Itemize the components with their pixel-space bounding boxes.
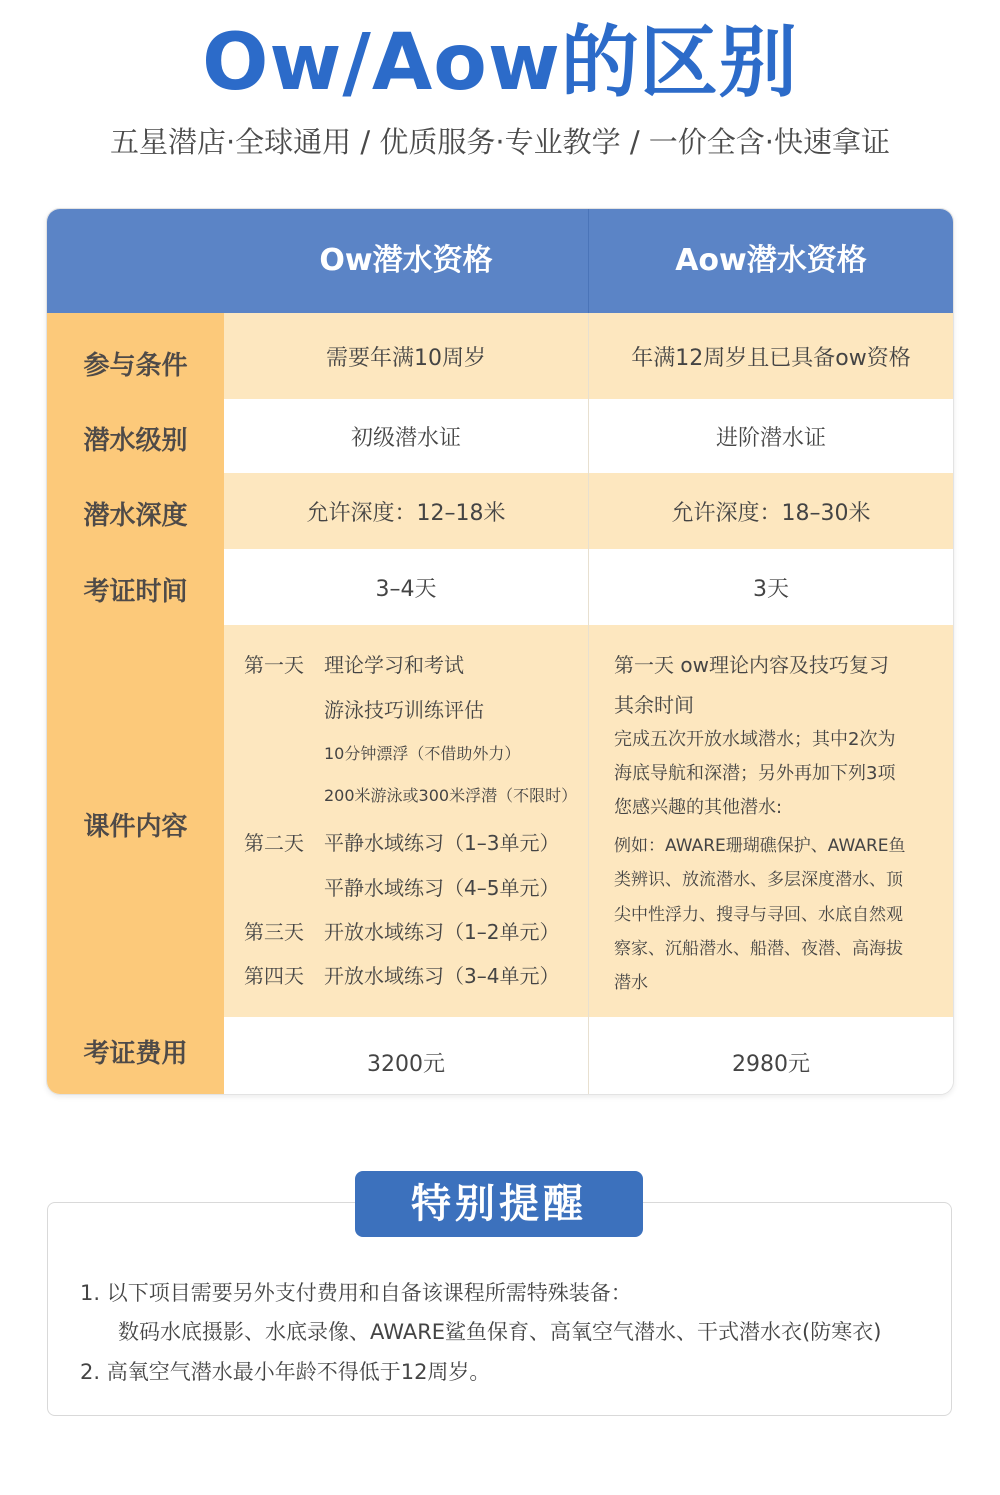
reminder-item-2: 2. 高氧空气潜水最小年龄不得低于12周岁。 bbox=[80, 1360, 491, 1384]
label-level: 潜水级别 bbox=[83, 426, 188, 456]
course-ow-day: 第四天 bbox=[244, 964, 304, 988]
label-depth: 潜水深度 bbox=[83, 501, 188, 531]
cell-ow-depth: 允许深度：12–18米 bbox=[306, 500, 506, 526]
course-ow-text: 200米游泳或300米浮潜（不限时） bbox=[324, 786, 578, 805]
reminder-item-1-detail: 数码水底摄影、水底录像、AWARE鲨鱼保育、高氧空气潜水、干式潜水衣(防寒衣) bbox=[118, 1320, 882, 1344]
label-fee: 考证费用 bbox=[83, 1039, 188, 1069]
course-ow-text: 理论学习和考试 bbox=[324, 653, 464, 677]
table-row bbox=[224, 399, 953, 473]
page-subtitle: 五星潜店·全球通用 / 优质服务·专业教学 / 一价全含·快速拿证 bbox=[109, 125, 891, 159]
cell-ow-duration: 3–4天 bbox=[375, 576, 437, 602]
course-aow-line: 您感兴趣的其他潜水: bbox=[614, 797, 783, 818]
course-ow-text: 10分钟漂浮（不借助外力） bbox=[324, 744, 521, 763]
label-requirement: 参与条件 bbox=[83, 351, 188, 381]
cell-ow-fee: 3200元 bbox=[367, 1052, 445, 1077]
table-row bbox=[224, 549, 953, 625]
course-ow-text: 游泳技巧训练评估 bbox=[324, 698, 484, 722]
cell-ow-requirement: 需要年满10周岁 bbox=[326, 345, 486, 371]
table-row bbox=[224, 473, 953, 549]
course-ow-text: 开放水域练习（3–4单元） bbox=[324, 964, 560, 988]
table-row bbox=[224, 313, 953, 399]
page-title: Ow/Aow的区别 bbox=[202, 18, 798, 108]
course-aow-line: 例如：AWARE珊瑚礁保护、AWARE鱼 bbox=[614, 836, 906, 856]
cell-ow-level: 初级潜水证 bbox=[350, 425, 461, 451]
course-ow-text: 平静水域练习（4–5单元） bbox=[324, 876, 560, 900]
course-aow-line: 其余时间 bbox=[614, 693, 694, 717]
cell-aow-requirement: 年满12周岁且已具备ow资格 bbox=[631, 345, 911, 371]
label-duration: 考证时间 bbox=[83, 577, 188, 607]
header-aow: Aow潜水资格 bbox=[675, 243, 867, 278]
cell-aow-depth: 允许深度：18–30米 bbox=[671, 500, 871, 526]
cell-aow-level: 进阶潜水证 bbox=[715, 425, 826, 451]
course-aow-line: 尖中性浮力、搜寻与寻回、水底自然观 bbox=[614, 905, 903, 925]
comparison-table bbox=[46, 208, 954, 1095]
course-aow-line: 海底导航和深潜；另外再加下列3项 bbox=[614, 763, 896, 784]
table-row-course bbox=[224, 625, 953, 1017]
cell-aow-fee: 2980元 bbox=[732, 1052, 810, 1077]
course-aow-line: 潜水 bbox=[614, 973, 648, 993]
row-labels bbox=[47, 313, 224, 1094]
cell-aow-duration: 3天 bbox=[753, 576, 789, 602]
label-course: 课件内容 bbox=[83, 812, 188, 842]
course-aow-line: 完成五次开放水域潜水；其中2次为 bbox=[614, 729, 896, 750]
header-ow: Ow潜水资格 bbox=[319, 243, 493, 278]
table-row-fee bbox=[224, 1017, 953, 1094]
course-ow-day: 第二天 bbox=[244, 831, 304, 855]
course-aow-line: 察家、沉船潜水、船潜、夜潜、高海拔 bbox=[614, 939, 903, 959]
course-ow-text: 平静水域练习（1–3单元） bbox=[324, 831, 560, 855]
course-ow-text: 开放水域练习（1–2单元） bbox=[324, 920, 560, 944]
reminder-item-1: 1. 以下项目需要另外支付费用和自备该课程所需特殊装备： bbox=[80, 1281, 632, 1305]
table-header bbox=[47, 209, 953, 313]
course-aow-line: 第一天 ow理论内容及技巧复习 bbox=[614, 653, 889, 677]
course-ow-day: 第三天 bbox=[244, 920, 304, 944]
course-aow-line: 类辨识、放流潜水、多层深度潜水、顶 bbox=[614, 870, 903, 890]
course-ow-day: 第一天 bbox=[244, 653, 304, 677]
reminder-tag: 特别提醒 bbox=[355, 1171, 643, 1237]
